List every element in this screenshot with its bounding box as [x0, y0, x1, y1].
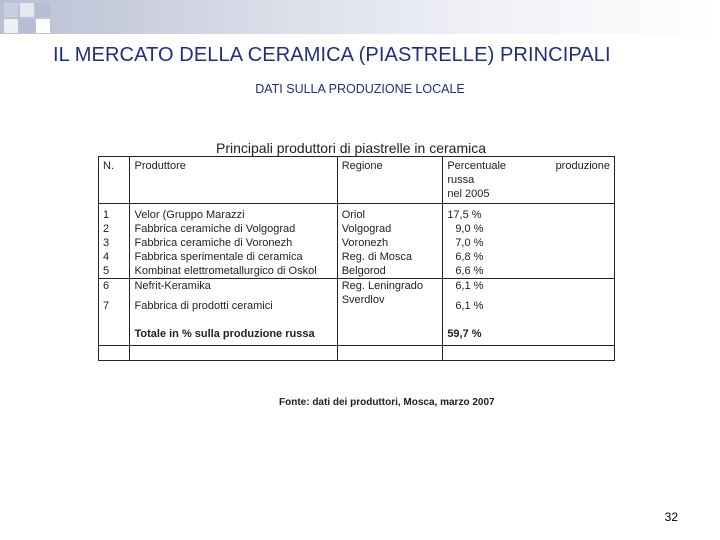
row-percent: 9,0 %	[443, 222, 615, 236]
row-region: Reg. di Mosca	[337, 250, 443, 264]
row-n: 7	[99, 293, 130, 313]
corner-square-decoration	[36, 3, 50, 17]
header-region: Regione	[337, 157, 443, 204]
row-n: 5	[99, 264, 130, 279]
row-n: 2	[99, 222, 130, 236]
table-row	[99, 222, 615, 236]
header-decoration-band	[0, 0, 720, 34]
header-percent-left: Percentuale	[447, 160, 507, 172]
row-percent: 17,5 %	[443, 208, 615, 222]
header-percent-line3: nel 2005	[447, 188, 490, 200]
row-n: 3	[99, 236, 130, 250]
header-percent-line2: russa	[447, 174, 475, 186]
row-percent: 6,8 %	[443, 250, 615, 264]
total-label: Totale in % sulla produzione russa	[130, 317, 337, 346]
table-source-note: Fonte: dati dei produttori, Mosca, marzo 2007	[279, 397, 495, 408]
producers-table	[98, 156, 615, 361]
row-n: 4	[99, 250, 130, 264]
total-value: 59,7 %	[443, 317, 615, 346]
row-producer: Fabbrica ceramiche di Voronezh	[130, 236, 337, 250]
row-producer: Velor (Gruppo Marazzi	[130, 208, 337, 222]
corner-square-decoration	[4, 19, 18, 33]
corner-square-decoration	[20, 3, 34, 17]
row-region: Volgograd	[337, 222, 443, 236]
header-percent-right: produzione	[555, 160, 610, 172]
table-row	[99, 250, 615, 264]
row-producer: Fabbrica sperimentale di ceramica	[130, 250, 337, 264]
row-producer: Nefrit-Keramika	[130, 279, 337, 294]
table-row	[99, 208, 615, 222]
row-producer: Kombinat elettrometallurgico di Oskol	[130, 264, 337, 279]
corner-square-decoration	[20, 19, 34, 33]
table-row	[99, 293, 615, 313]
row-region: Oriol	[337, 208, 443, 222]
row-percent: 7,0 %	[443, 236, 615, 250]
header-n: N.	[99, 157, 130, 204]
row-n: 1	[99, 208, 130, 222]
row-region: Voronezh	[337, 236, 443, 250]
corner-square-decoration	[4, 3, 18, 17]
table-total-row	[99, 317, 615, 346]
table-caption: Principali produttori di piastrelle in ceramica	[216, 140, 487, 156]
row-region: Sverdlov	[337, 293, 443, 313]
table-row	[99, 236, 615, 250]
table-empty-row	[99, 346, 615, 361]
table-row	[99, 264, 615, 279]
corner-square-decoration	[36, 19, 50, 33]
header-producer: Produttore	[130, 157, 337, 204]
row-percent: 6,6 %	[443, 264, 615, 279]
row-region: Reg. Leningrado	[337, 279, 443, 294]
total-empty-cell	[99, 317, 130, 346]
header-percent	[443, 157, 615, 204]
row-percent: 6,1 %	[443, 293, 615, 313]
slide-subtitle: DATI SULLA PRODUZIONE LOCALE	[255, 82, 465, 96]
table-row	[99, 279, 615, 294]
row-producer: Fabbrica di prodotti ceramici	[130, 293, 337, 313]
row-producer: Fabbrica ceramiche di Volgograd	[130, 222, 337, 236]
total-empty-cell	[337, 317, 443, 346]
table-header-row	[99, 157, 615, 204]
page-number: 32	[664, 510, 678, 524]
row-n: 6	[99, 279, 130, 294]
row-region: Belgorod	[337, 264, 443, 279]
slide-title: IL MERCATO DELLA CERAMICA (PIASTRELLE) PRINCIPALI	[53, 44, 611, 66]
row-percent: 6,1 %	[443, 279, 615, 294]
